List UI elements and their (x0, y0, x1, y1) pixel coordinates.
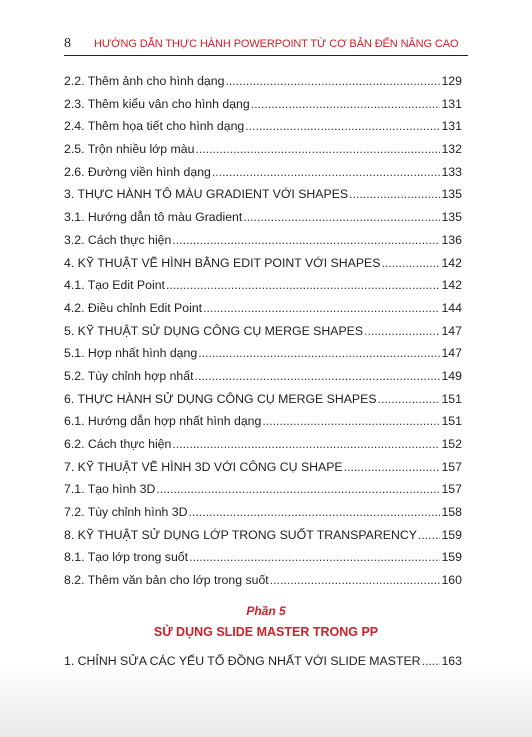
toc-leader-dots (189, 546, 440, 569)
toc-entry (64, 342, 462, 365)
toc-entry-page: 163 (441, 654, 462, 668)
toc-entry (64, 388, 462, 411)
toc-entry-page: 157 (441, 482, 462, 497)
toc-entry (64, 183, 462, 206)
toc-leader-dots (172, 433, 440, 456)
toc-entry-title: 4. KỸ THUẬT VẼ HÌNH BẰNG EDIT POINT VỚI SHAPES (64, 255, 381, 270)
part-title: SỬ DỤNG SLIDE MASTER TRONG PP (153, 625, 379, 639)
toc-leader-dots (243, 206, 440, 229)
toc-leader-dots (349, 183, 440, 206)
running-header (64, 36, 468, 52)
toc-entry-page: 151 (441, 414, 462, 429)
toc-entry-title: 6.2. Cách thực hiện (64, 437, 172, 451)
part-label: Phần 5 (246, 604, 286, 618)
toc-entry-page: 132 (441, 142, 462, 157)
toc-entry-page: 159 (441, 550, 462, 565)
toc-entry-page: 133 (441, 164, 462, 179)
toc-entry-page: 151 (441, 391, 462, 406)
toc-entry-page: 136 (441, 232, 462, 247)
toc-entry-title: 5.2. Tùy chỉnh hợp nhất (64, 368, 194, 383)
toc-entry (64, 433, 462, 456)
toc-entry-title: 2.2. Thêm ảnh cho hình dạng (64, 74, 225, 88)
toc-leader-dots (344, 456, 441, 479)
toc-entry-page: 131 (441, 96, 462, 111)
toc-leader-dots (378, 388, 441, 411)
toc-entry-title: 7.2. Tùy chỉnh hình 3D (64, 505, 188, 520)
toc-entry-title: 8. KỸ THUẬT SỬ DỤNG LỚP TRONG SUỐT TRANSPARENCY (64, 527, 417, 542)
toc-leader-dots (245, 115, 440, 138)
toc-entry-page: 135 (441, 210, 462, 225)
toc-entry-title: 2.5. Trộn nhiều lớp màu (64, 142, 195, 157)
toc-entry (64, 524, 462, 547)
toc-leader-dots (166, 274, 441, 297)
book-title: HƯỚNG DẪN THỰC HÀNH POWERPOINT TỪ CƠ BẢN ĐẾN NÂNG CAO (94, 38, 459, 50)
toc-leader-dots (422, 650, 441, 673)
toc-entry (64, 161, 462, 184)
toc-leader-dots (212, 161, 441, 184)
toc-entry-page: 147 (441, 346, 462, 361)
page-bottom-shadow (0, 667, 532, 737)
toc-entry (64, 206, 462, 229)
toc-leader-dots (172, 229, 440, 252)
toc-entry-title: 5. KỸ THUẬT SỬ DỤNG CÔNG CỤ MERGE SHAPES (64, 323, 364, 338)
toc-entry-page: 144 (441, 300, 462, 315)
toc-entry (64, 320, 462, 343)
toc-entry-title: 6. THỰC HÀNH SỬ DỤNG CÔNG CỤ MERGE SHAPES (64, 391, 377, 406)
toc-entry (64, 546, 462, 569)
toc-entry-title: 7. KỸ THUẬT VẼ HÌNH 3D VỚI CÔNG CỤ SHAPE (64, 459, 343, 474)
toc-leader-dots (156, 478, 440, 501)
toc-entry-title: 8.2. Thêm văn bản cho lớp trong suốt (64, 573, 269, 588)
toc-entry (64, 274, 462, 297)
part-table-of-contents (64, 650, 462, 673)
toc-leader-dots (225, 70, 440, 93)
toc-entry-title: 4.1. Tạo Edit Point (64, 278, 165, 293)
toc-leader-dots (364, 320, 440, 343)
toc-leader-dots (262, 410, 440, 433)
toc-entry (64, 501, 462, 524)
toc-entry (64, 569, 462, 592)
toc-entry (64, 70, 462, 93)
toc-leader-dots (189, 501, 441, 524)
table-of-contents (64, 70, 462, 592)
toc-entry (64, 93, 462, 116)
toc-entry (64, 456, 462, 479)
toc-leader-dots (381, 252, 440, 275)
toc-entry-title: 1. CHỈNH SỬA CÁC YẾU TỐ ĐỒNG NHẤT VỚI SLIDE MASTER (64, 654, 421, 668)
toc-entry (64, 252, 462, 275)
toc-leader-dots (270, 569, 441, 592)
toc-entry-page: 158 (441, 505, 462, 520)
header-rule (64, 55, 468, 56)
toc-entry-title: 8.1. Tạo lớp trong suốt (64, 550, 189, 565)
toc-entry-title: 7.1. Tạo hình 3D (64, 482, 156, 497)
toc-entry-title: 2.6. Đường viền hình dạng (64, 164, 211, 179)
toc-entry (64, 365, 462, 388)
toc-entry-page: 142 (441, 278, 462, 293)
toc-entry-title: 3. THỰC HÀNH TÔ MÀU GRADIENT VỚI SHAPES (64, 187, 349, 202)
page-number: 8 (64, 36, 71, 51)
toc-leader-dots (195, 138, 440, 161)
toc-leader-dots (251, 93, 441, 116)
toc-entry-page: 157 (441, 459, 462, 474)
toc-entry-page: 131 (441, 119, 462, 134)
toc-leader-dots (195, 365, 441, 388)
toc-entry-page: 160 (441, 573, 462, 588)
toc-leader-dots (203, 297, 440, 320)
toc-entry (64, 410, 462, 433)
part-heading (0, 602, 532, 642)
toc-entry-title: 2.3. Thêm kiểu vân cho hình dạng (64, 96, 250, 111)
toc-entry-title: 3.2. Cách thực hiện (64, 232, 172, 247)
toc-entry-page: 142 (441, 255, 462, 270)
toc-entry-page: 147 (441, 323, 462, 338)
toc-entry (64, 297, 462, 320)
toc-entry-title: 3.1. Hướng dẫn tô màu Gradient (64, 210, 243, 225)
toc-entry-page: 129 (441, 74, 462, 88)
toc-entry-title: 5.1. Hợp nhất hình dạng (64, 346, 198, 361)
toc-entry-page: 149 (441, 368, 462, 383)
toc-leader-dots (198, 342, 440, 365)
toc-entry-page: 159 (441, 527, 462, 542)
toc-entry (64, 138, 462, 161)
toc-entry-title: 6.1. Hướng dẫn hợp nhất hình dạng (64, 414, 262, 429)
toc-entry-page: 152 (441, 437, 462, 451)
toc-entry-title: 4.2. Điều chỉnh Edit Point (64, 300, 203, 315)
toc-entry-title: 2.4. Thêm họa tiết cho hình dạng (64, 119, 245, 134)
toc-entry (64, 115, 462, 138)
toc-entry (64, 229, 462, 252)
toc-leader-dots (418, 524, 441, 547)
toc-entry (64, 478, 462, 501)
toc-entry-page: 135 (441, 187, 462, 202)
toc-entry (64, 650, 462, 673)
